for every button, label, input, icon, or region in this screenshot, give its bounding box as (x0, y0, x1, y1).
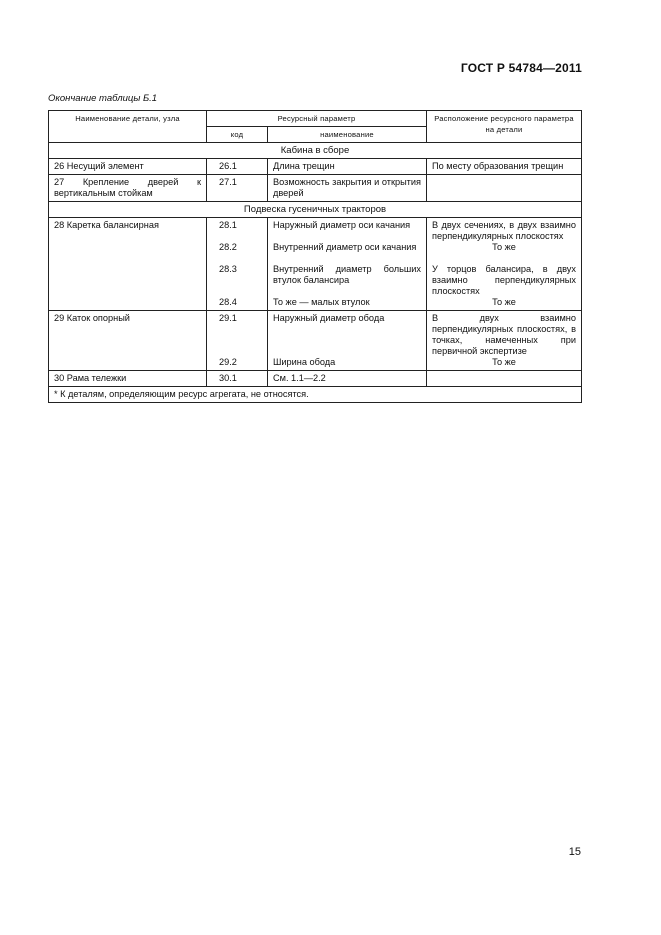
location-cell (427, 175, 582, 202)
param-value: Ширина обода (273, 357, 336, 367)
code-value: 29.2 (219, 357, 237, 367)
param-name-cell: Возможность закрытия и открытия дверей (268, 175, 427, 202)
header-code: код (207, 127, 268, 143)
location-value: То же (492, 297, 516, 307)
resource-parameters-table (48, 110, 582, 403)
location-cell (427, 371, 582, 387)
header-location: Расположение ресурсного параметра на детали (427, 111, 582, 143)
param-value: То же — малых втулок (273, 297, 370, 307)
table-row (49, 218, 582, 311)
section-row (49, 202, 582, 218)
header-part-name: Наименование детали, узла (49, 111, 207, 143)
table-caption: Окончание таблицы Б.1 (48, 93, 158, 104)
code-cell: 26.1 (207, 159, 268, 175)
header-param-name: наименование (268, 127, 427, 143)
code-value: 29.1 (219, 313, 237, 323)
header-resource-param: Ресурсный параметр (207, 111, 427, 127)
code-value: 28.2 (219, 242, 237, 252)
location-cell (427, 311, 582, 371)
code-cell: 30.1 (207, 371, 268, 387)
section-title: Подвеска гусеничных тракторов (49, 202, 582, 218)
location-value: То же (492, 242, 516, 252)
location-value: В двух взаимно перпендикулярных плоскостях, в точках, намеченных при первичной экспертизе (432, 313, 576, 356)
location-value: У торцов балансира, в двух взаимно перпендикулярных плоскостях (432, 264, 576, 296)
param-value: Наружный диаметр обода (273, 313, 385, 323)
param-name-cell: Длина трещин (268, 159, 427, 175)
section-title: Кабина в сборе (49, 143, 582, 159)
part-name-cell: 26 Несущий элемент (49, 159, 207, 175)
code-cell (207, 218, 268, 311)
code-value: 28.4 (219, 297, 237, 307)
part-name-cell: 30 Рама тележки (49, 371, 207, 387)
part-name-cell: 29 Каток опорный (49, 311, 207, 371)
table-row (49, 311, 582, 371)
part-name-cell: 28 Каретка балансирная (49, 218, 207, 311)
code-cell (207, 311, 268, 371)
code-value: 28.3 (219, 264, 237, 274)
code-value: 28.1 (219, 220, 237, 230)
param-name-cell (268, 311, 427, 371)
param-value: Наружный диаметр оси качания (273, 220, 411, 230)
param-value: Внутренний диаметр больших втулок балансира (273, 264, 421, 285)
param-name-cell (268, 218, 427, 311)
footnote-row (49, 387, 582, 403)
table-header-row (49, 111, 582, 127)
location-value: То же (492, 357, 516, 367)
page-number: 15 (568, 846, 581, 858)
location-cell: По месту образования трещин (427, 159, 582, 175)
section-row (49, 143, 582, 159)
location-cell (427, 218, 582, 311)
table-row (49, 371, 582, 387)
table-row (49, 175, 582, 202)
param-value: Внутренний диаметр оси качания (273, 242, 417, 252)
code-cell: 27.1 (207, 175, 268, 202)
document-code: ГОСТ Р 54784—2011 (460, 61, 582, 75)
table-row (49, 159, 582, 175)
footnote: * К деталям, определяющим ресурс агрегата, не относятся. (49, 387, 582, 403)
location-value: В двух сечениях, в двух взаимно перпендикулярных плоскостях (432, 220, 576, 241)
param-name-cell: См. 1.1—2.2 (268, 371, 427, 387)
part-name-cell: 27 Крепление дверей к вертикальным стойкам (49, 175, 207, 202)
